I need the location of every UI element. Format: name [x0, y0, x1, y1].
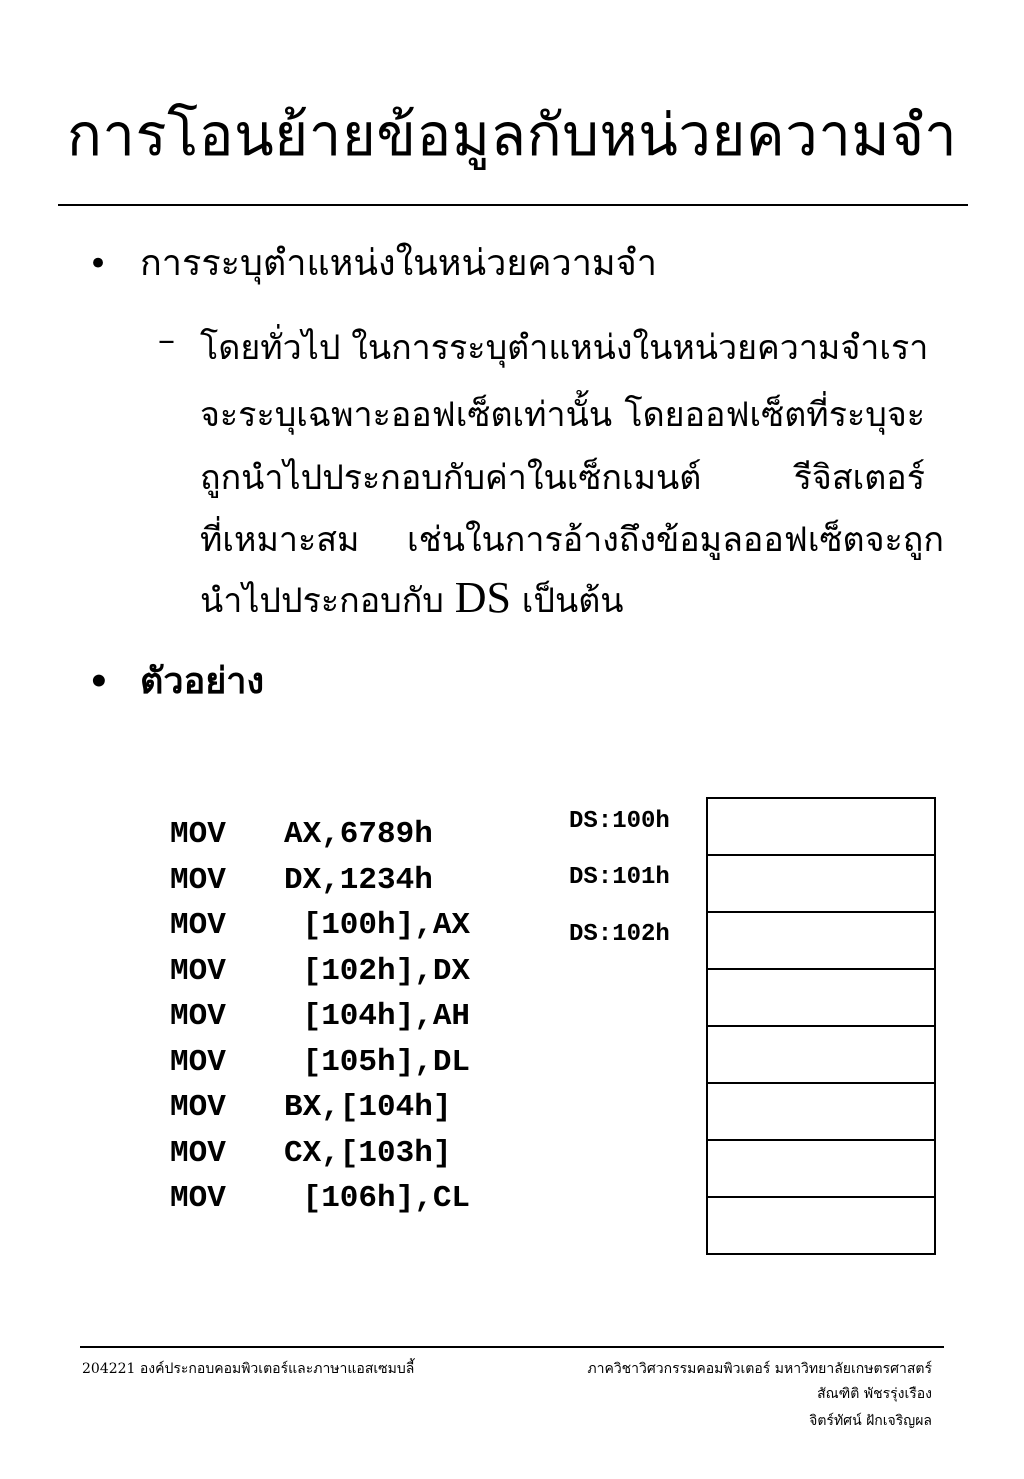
code-operands: [102h],DX [284, 953, 471, 989]
memory-cell [708, 1141, 934, 1198]
title-divider [58, 204, 968, 206]
sub-text-line-5 [200, 572, 925, 627]
code-line [170, 858, 470, 904]
memory-cell [708, 970, 934, 1027]
code-line [170, 1040, 470, 1086]
sub-text-segment: เป็นต้น [521, 581, 624, 621]
bullet-text: การระบุตำแหน่งในหน่วยความจำ [140, 243, 657, 284]
memory-cell [708, 1027, 934, 1084]
code-opcode: MOV [170, 862, 226, 898]
code-operands: [106h],CL [284, 1181, 471, 1216]
code-operands: [100h],AX [284, 908, 471, 943]
sub-text-segment: รีจิสเตอร์ [793, 458, 925, 498]
footer-author: สัณฑิติ พัชรรุ่งเรือง [817, 1386, 932, 1402]
sub-text-segment: นำไปประกอบกับ [200, 581, 444, 621]
dash-icon: – [158, 320, 175, 360]
page-title: การโอนย้ายข้อมูลกับหน่วยความจำ [66, 101, 958, 169]
memory-cell [708, 1084, 934, 1141]
sub-text-segment: โดยออฟเซ็ตที่ระบุจะ [624, 395, 925, 435]
code-line [170, 1131, 470, 1177]
code-listing [170, 812, 470, 1222]
footer-divider [80, 1346, 944, 1348]
code-line [170, 994, 470, 1040]
sub-text-segment: เช่นในการอ้างถึงข้อมูลออฟเซ็ตจะถูก [407, 520, 944, 560]
memory-address-label: DS:101h [569, 864, 670, 891]
sub-text-segment: ที่เหมาะสม [200, 520, 360, 560]
code-operands: DX,1234h [284, 862, 433, 898]
code-opcode: MOV [170, 1090, 226, 1125]
bullet-icon: • [88, 662, 110, 702]
bullet-icon: • [88, 244, 109, 284]
memory-cell [708, 799, 934, 856]
code-line [170, 1176, 470, 1222]
sub-text-line-3 [200, 450, 925, 504]
code-opcode: MOV [170, 817, 226, 852]
ds-register-label: DS [454, 573, 511, 622]
bullet-item-memory-addressing [88, 234, 657, 291]
code-operands: BX,[104h] [284, 1090, 452, 1125]
code-operands: CX,[103h] [284, 1135, 452, 1171]
code-line [170, 949, 470, 995]
sub-text-segment: ถูกนำไปประกอบกับค่าในเซ็กเมนต์ [200, 458, 702, 498]
bullet-text: ตัวอย่าง [140, 660, 265, 702]
code-line [170, 903, 470, 949]
memory-address-label: DS:102h [569, 921, 670, 948]
code-opcode: MOV [170, 999, 226, 1034]
memory-cell [708, 913, 934, 970]
code-line [170, 812, 470, 858]
bullet-item-example [88, 652, 264, 709]
sub-text-line-1: โดยทั่วไป ในการระบุตำแหน่งในหน่วยความจำเรา [200, 328, 929, 368]
memory-table [706, 797, 936, 1255]
memory-cell [708, 1198, 934, 1255]
code-opcode: MOV [170, 953, 226, 989]
footer-author: จิตร์ทัศน์ ฝักเจริญผล [809, 1413, 932, 1429]
code-operands: [105h],DL [284, 1044, 471, 1080]
sub-text-segment: จะระบุเฉพาะออฟเซ็ตเท่านั้น [200, 395, 613, 435]
memory-cell [708, 856, 934, 913]
code-opcode: MOV [170, 908, 226, 943]
code-line [170, 1085, 470, 1131]
code-opcode: MOV [170, 1044, 226, 1080]
code-opcode: MOV [170, 1181, 226, 1216]
code-operands: AX,6789h [284, 817, 433, 852]
sub-text-line-4 [200, 512, 944, 566]
footer-department: ภาควิชาวิศวกรรมคอมพิวเตอร์ มหาวิทยาลัยเกษตรศาสตร์ [587, 1361, 932, 1377]
code-opcode: MOV [170, 1135, 226, 1171]
footer-course: 204221 องค์ประกอบคอมพิวเตอร์และภาษาแอสเซมบลี้ [82, 1361, 415, 1377]
memory-address-label: DS:100h [569, 808, 670, 835]
sub-text-line-2 [200, 387, 925, 441]
code-operands: [104h],AH [284, 999, 471, 1034]
